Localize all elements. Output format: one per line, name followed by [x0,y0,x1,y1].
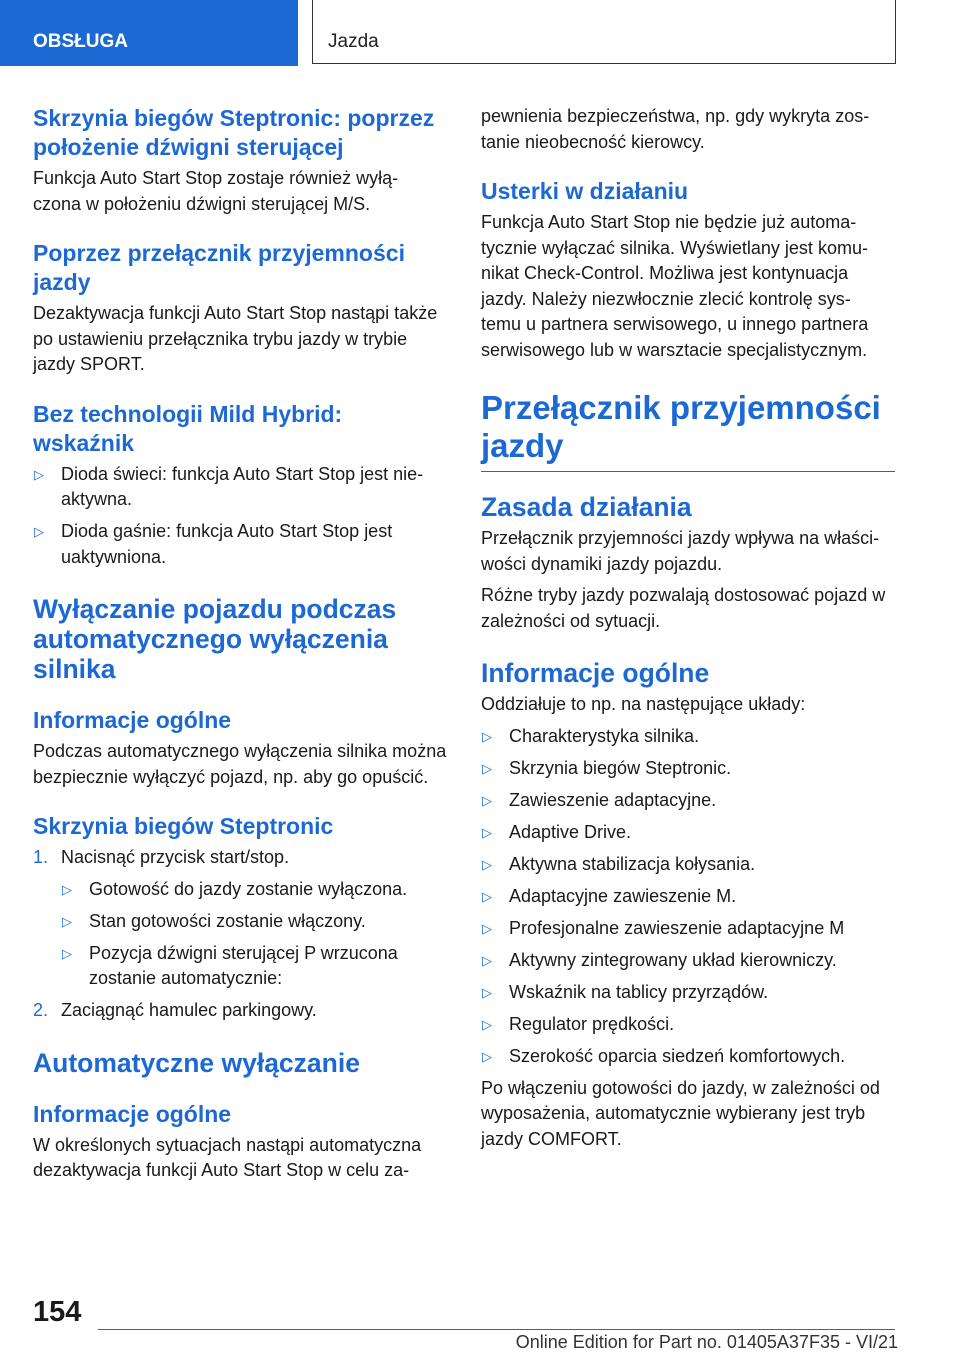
triangle-bullet-icon: ▷ [482,1016,492,1032]
paragraph: Funkcja Auto Start Stop zostaje również wyłą- czona w położeniu dźwigni sterującej M/S. [33,168,399,214]
heading-auto-off: Automatyczne wyłączanie [33,1047,360,1078]
page-number: 154 [33,1296,82,1328]
list-item: ▷ Adaptacyjne zawieszenie M. [481,884,895,910]
step-number: 1. [33,847,49,867]
heading-steptronic-lever: Skrzynia biegów Steptronic: poprzez położenie dźwigni sterującej [33,105,435,160]
list-item: ▷ Adaptive Drive. [481,820,895,846]
sub-list [61,877,447,992]
bullet-list [33,462,447,571]
list-item: ▷ Skrzynia biegów Steptronic. [481,756,895,782]
paragraph: Dezaktywacja funkcji Auto Start Stop nastąpi także po ustawieniu przełącznika trybu jazdy w trybie jazdy SPORT. [33,303,438,374]
paragraph: W określonych sytuacjach nastąpi automatyczna dezaktywacja funkcji Auto Start Stop w celu za- [33,1134,422,1180]
footer-edition: Online Edition for Part no. 01405A37F35 - VI/21 [515,1332,898,1352]
heading-general-info: Informacje ogólne [481,658,710,688]
heading-general-info: Informacje ogólne [33,1100,232,1127]
triangle-bullet-icon: ▷ [34,524,44,539]
section-tab: OBSŁUGA [0,0,298,66]
list-item: ▷ Profesjonalne zawieszenie adaptacyjne M [481,916,895,942]
triangle-bullet-icon: ▷ [62,945,72,961]
list-item: ▷ Pozycja dźwigni sterującej P wrzucona zostanie automatycznie: [62,942,398,988]
heading-mild-hybrid: Bez technologii Mild Hybrid: wskaźnik [33,400,343,456]
paragraph: Oddziałuje to np. na następujące układy: [481,694,806,714]
triangle-bullet-icon: ▷ [482,952,492,968]
triangle-bullet-icon: ▷ [482,824,492,840]
list-item: ▷ Szerokość oparcia siedzeń komfortowych. [481,1044,895,1070]
paragraph: Różne tryby jazdy pozwalają dostosować pojazd w zależności od sytuacji. [481,585,886,631]
heading-switch-off: Wyłączanie pojazdu podczas automatycznego wyłączenia silnika [33,594,397,684]
left-column [33,104,447,1190]
heading-rule [481,471,895,472]
paragraph: Po włączeniu gotowości do jazdy, w zależności od wyposażenia, automatycznie wybierany jest tryb jazdy COMFORT. [481,1077,880,1149]
list-item: ▷ Dioda gaśnie: funkcja Auto Start Stop jest uaktywniona. [34,521,393,567]
triangle-bullet-icon: ▷ [62,913,72,929]
heading-general-info: Informacje ogólne [33,707,232,733]
triangle-bullet-icon: ▷ [482,984,492,1000]
triangle-bullet-icon: ▷ [482,760,492,776]
paragraph: Funkcja Auto Start Stop nie będzie już automa- tycznie wyłączać silnika. Wyświetlany jest komu- nikat Check-Control. Możliwa jest kontynuacja jazdy. Należy niezwłocznie zlecić kontrolę sys- temu u partnera serwisowego, u innego partnera serwisowego lub w warsztacie specjalistycznym. [481,212,869,360]
triangle-bullet-icon: ▷ [482,856,492,872]
list-item: ▷ Aktywny zintegrowany układ kierowniczy. [481,948,895,974]
heading-driving-switch: Poprzez przełącznik przyjemności jazdy [33,240,405,295]
triangle-bullet-icon: ▷ [62,881,72,897]
list-item: ▷ Aktywna stabilizacja kołysania. [481,852,895,878]
list-item: ▷ Zawieszenie adaptacyjne. [481,788,895,814]
paragraph: Podczas automatycznego wyłączenia silnika można bezpiecznie wyłączyć pojazd, np. aby go opuścić. [33,741,447,787]
paragraph: Przełącznik przyjemności jazdy wpływa na właści- wości dynamiki jazdy pojazdu. [481,528,880,574]
list-item: ▷ Stan gotowości zostanie włączony. [61,909,447,935]
paragraph: pewnienia bezpieczeństwa, np. gdy wykryta zos- tanie nieobecność kierowcy. [481,106,870,152]
list-item: ▷ Wskaźnik na tablicy przyrządów. [481,980,895,1006]
triangle-bullet-icon: ▷ [482,728,492,744]
right-column [481,104,895,1158]
heading-switch-title: Przełącznik przyjemności jazdy [481,389,881,464]
triangle-bullet-icon: ▷ [482,1048,492,1064]
triangle-bullet-icon: ▷ [34,466,44,482]
step-number: 2. [33,1000,49,1020]
triangle-bullet-icon: ▷ [482,792,492,808]
list-item: ▷ Charakterystyka silnika. [481,724,895,750]
list-item: ▷ Gotowość do jazdy zostanie wyłączona. [61,877,447,903]
systems-list [481,724,895,1070]
numbered-list [33,845,447,1024]
list-item: 2. Zaciągnąć hamulec parkingowy. [33,998,447,1024]
footer-rule [98,1329,895,1330]
list-item: ▷ Dioda świeci: funkcja Auto Start Stop jest nie- aktywna. [34,463,424,509]
list-item: ▷ Regulator prędkości. [481,1012,895,1038]
chapter-title: Jazda [312,0,896,64]
triangle-bullet-icon: ▷ [482,920,492,936]
list-item: 1. Nacisnąć przycisk start/stop. ▷ Gotowość do jazdy zostanie wyłączona. ▷ Stan gotowości zostanie włączony. ▷ Pozycja dźwigni sterującej P wrzucona zostanie automatycznie: [33,845,447,992]
triangle-bullet-icon: ▷ [482,888,492,904]
heading-faults: Usterki w działaniu [481,178,689,204]
heading-principle: Zasada działania [481,492,692,522]
heading-steptronic: Skrzynia biegów Steptronic [33,813,334,839]
